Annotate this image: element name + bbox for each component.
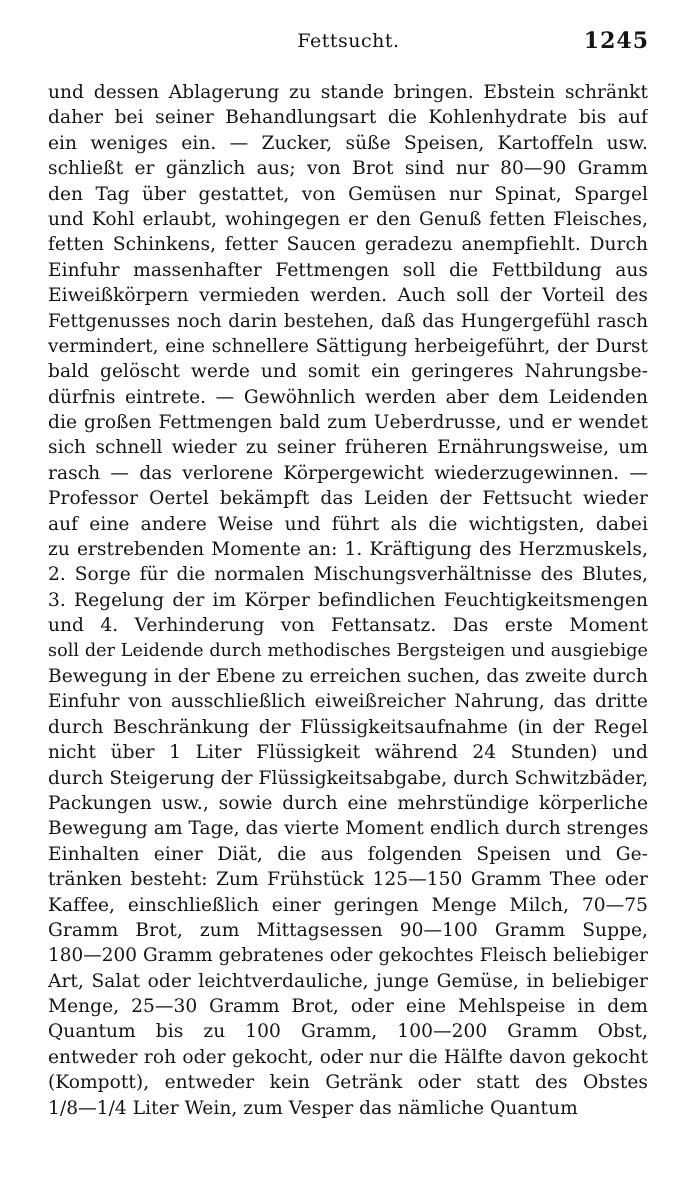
text-line: und Kohl erlaubt, wohingegen er den Genuß fetten Fleisches, bbox=[48, 208, 648, 230]
text-line: bald gelöscht werde und somit ein geringeres Nahrungsbe- bbox=[48, 361, 648, 383]
text-line: tränken besteht: Zum Frühstück 125—150 Gramm Thee oder bbox=[48, 869, 648, 891]
text-line: 2. Sorge für die normalen Mischungsverhältnisse des Blutes, bbox=[48, 564, 648, 586]
text-line: Menge, 25—30 Gramm Brot, oder eine Mehlspeise in dem bbox=[48, 996, 648, 1018]
text-line: auf eine andere Weise und führt als die wichtigsten, dabei bbox=[48, 513, 648, 535]
text-line: soll der Leidende durch methodisches Bergsteigen und ausgiebige bbox=[48, 640, 648, 661]
text-line: Einhalten einer Diät, die aus folgenden Speisen und Ge- bbox=[48, 843, 648, 865]
text-line: Bewegung am Tage, das vierte Moment endlich durch strenges bbox=[48, 818, 648, 840]
running-title: Fettsucht. bbox=[297, 30, 400, 52]
text-line: entweder roh oder gekocht, oder nur die Hälfte davon gekocht bbox=[48, 1046, 648, 1068]
text-line: durch Steigerung der Flüssigkeitsabgabe, durch Schwitzbäder, bbox=[48, 767, 648, 789]
text-line: Fettgenusses noch darin bestehen, daß das Hungergefühl rasch bbox=[48, 310, 648, 332]
text-line: Gramm Brot, zum Mittagsessen 90—100 Gramm Suppe, bbox=[48, 919, 648, 941]
text-line: sich schnell wieder zu seiner früheren Ernährungsweise, um bbox=[48, 437, 648, 459]
text-line: rasch — das verlorene Körpergewicht wiederzugewinnen. — bbox=[48, 462, 648, 484]
text-line: nicht über 1 Liter Flüssigkeit während 24 Stunden) und bbox=[48, 742, 648, 764]
running-head bbox=[48, 30, 649, 58]
text-line: 1/8—1/4 Liter Wein, zum Vesper das nämliche Quantum bbox=[48, 1097, 578, 1119]
body-text bbox=[48, 80, 648, 1121]
page-number: 1245 bbox=[583, 28, 649, 54]
text-line: Einfuhr massenhafter Fettmengen soll die Fettbildung aus bbox=[48, 259, 648, 281]
text-line: vermindert, eine schnellere Sättigung herbeigeführt, der Durst bbox=[48, 335, 648, 357]
text-line: dürfnis eintrete. — Gewöhnlich werden aber dem Leidenden bbox=[48, 386, 648, 408]
text-line: und dessen Ablagerung zu stande bringen. Ebstein schränkt bbox=[48, 82, 648, 103]
text-line: fetten Schinkens, fetter Saucen geradezu anempfiehlt. Durch bbox=[48, 234, 648, 256]
text-line: (Kompott), entweder kein Getränk oder statt des Obstes bbox=[48, 1072, 648, 1094]
text-line: 180—200 Gramm gebratenes oder gekochtes Fleisch beliebiger bbox=[48, 945, 648, 967]
text-line: Einfuhr von ausschließlich eiweißreicher Nahrung, das dritte bbox=[48, 691, 648, 713]
text-line: 3. Regelung der im Körper befindlichen Feuchtigkeitsmengen bbox=[48, 589, 648, 611]
text-line: und 4. Verhinderung von Fettansatz. Das erste Moment bbox=[48, 615, 648, 637]
text-line: Art, Salat oder leichtverdauliche, junge Gemüse, in beliebiger bbox=[48, 970, 648, 992]
text-line: Quantum bis zu 100 Gramm, 100—200 Gramm Obst, bbox=[48, 1021, 648, 1043]
text-line: den Tag über gestattet, von Gemüsen nur Spinat, Spargel bbox=[48, 183, 648, 205]
text-line: Professor Oertel bekämpft das Leiden der Fettsucht wieder bbox=[48, 488, 648, 510]
text-line: schließt er gänzlich aus; von Brot sind nur 80—90 Gramm bbox=[48, 158, 648, 180]
text-line: Bewegung in der Ebene zu erreichen suchen, das zweite durch bbox=[48, 665, 648, 687]
text-line: durch Beschränkung der Flüssigkeitsaufnahme (in der Regel bbox=[48, 716, 648, 738]
text-line: Eiweißkörpern vermieden werden. Auch soll der Vorteil des bbox=[48, 285, 648, 307]
text-line: die großen Fettmengen bald zum Ueberdrusse, und er wendet bbox=[48, 412, 648, 434]
text-line: Kaffee, einschließlich einer geringen Menge Milch, 70—75 bbox=[48, 894, 648, 916]
text-line: daher bei seiner Behandlungsart die Kohlenhydrate bis auf bbox=[48, 107, 648, 129]
text-line: Packungen usw., sowie durch eine mehrstündige körperliche bbox=[48, 792, 648, 814]
text-line: zu erstrebenden Momente an: 1. Kräftigung des Herzmuskels, bbox=[48, 539, 648, 561]
text-line: ein weniges ein. — Zucker, süße Speisen, Kartoffeln usw. bbox=[48, 132, 648, 154]
